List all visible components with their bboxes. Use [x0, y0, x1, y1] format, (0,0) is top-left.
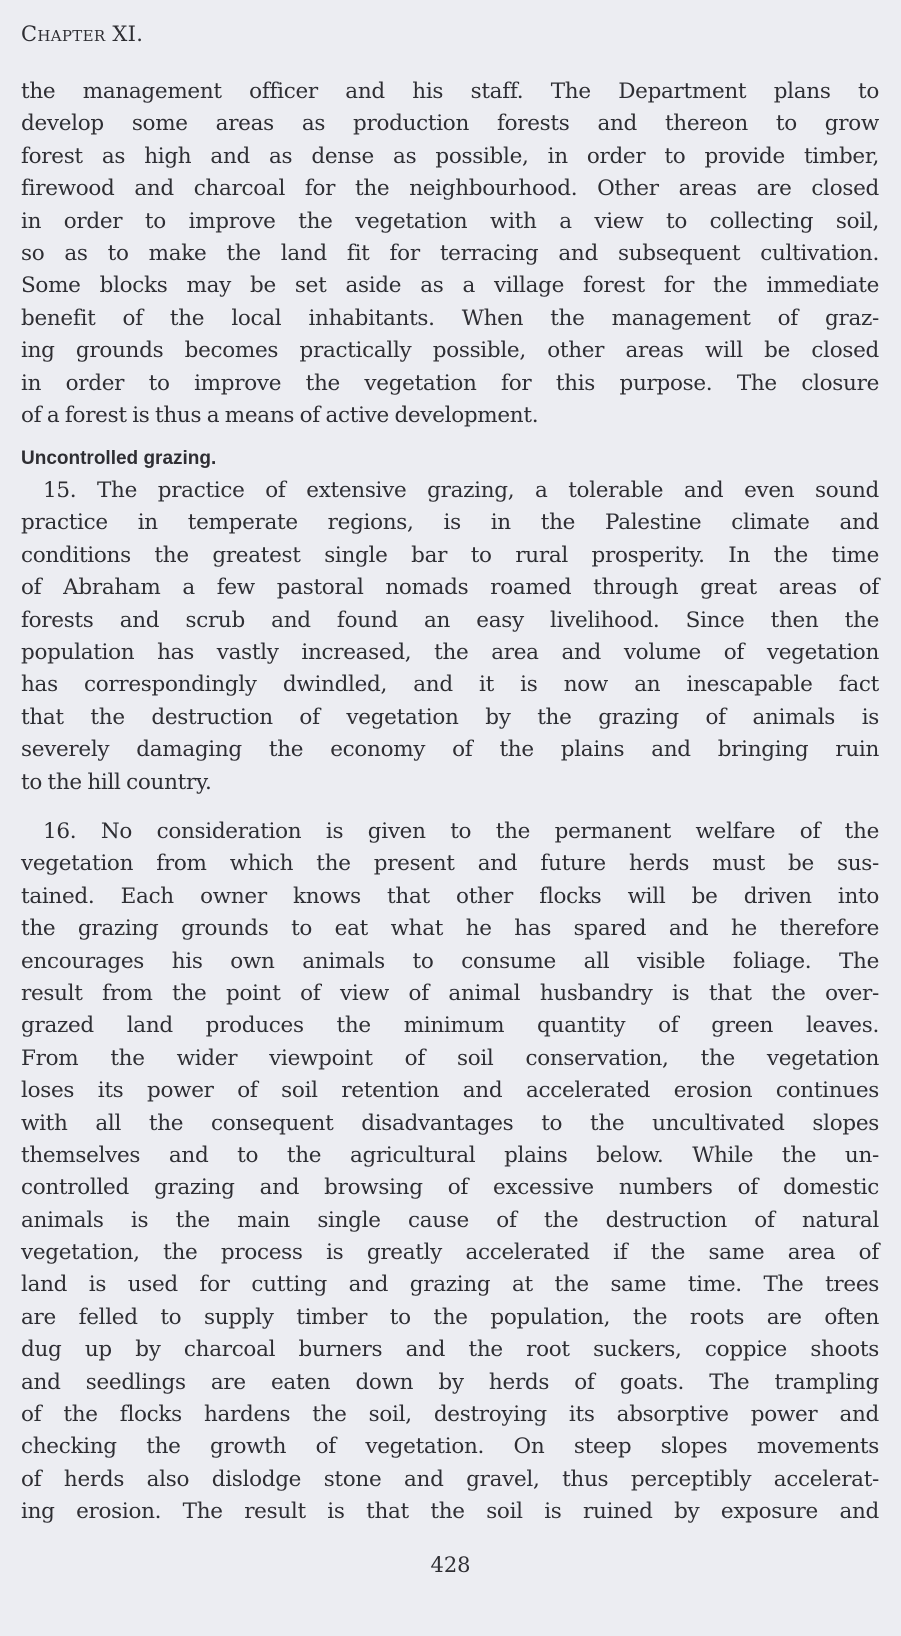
text-line: vegetation from which the present and future herds must be sus-: [21, 851, 879, 877]
text-line: with all the consequent disadvantages to the uncultivated slopes: [21, 1110, 879, 1136]
text-line: in order to improve the vegetation for this purpose. The closure: [21, 370, 879, 396]
text-line: to the hill country.: [21, 769, 212, 795]
text-line: of a forest is thus a means of active development.: [21, 402, 539, 428]
paragraph-16: [21, 816, 879, 1529]
text-line: has correspondingly dwindled, and it is now an inescapable fact: [21, 672, 879, 698]
text-line: animals is the main single cause of the destruction of natural: [21, 1207, 879, 1233]
text-line: firewood and charcoal for the neighbourhood. Other areas are closed: [21, 176, 879, 202]
text-line: dug up by charcoal burners and the root suckers, coppice shoots: [21, 1337, 879, 1363]
text-line: land is used for cutting and grazing at the same time. The trees: [21, 1272, 879, 1298]
text-line: From the wider viewpoint of soil conservation, the vegetation: [21, 1045, 879, 1071]
text-line: forests and scrub and found an easy livelihood. Since then the: [21, 607, 879, 633]
text-line: of herds also dislodge stone and gravel, thus perceptibly accelerat-: [21, 1466, 879, 1492]
section-heading: Uncontrolled grazing.: [21, 448, 217, 469]
text-line: 15. The practice of extensive grazing, a tolerable and even sound: [43, 478, 879, 503]
text-line: severely damaging the economy of the plains and bringing ruin: [21, 737, 879, 763]
text-line: grazed land produces the minimum quantity of green leaves.: [21, 1013, 879, 1039]
text-line: conditions the greatest single bar to rural prosperity. In the time: [21, 542, 879, 568]
text-line: of Abraham a few pastoral nomads roamed through great areas of: [21, 575, 879, 601]
paragraph-14-continued: [21, 76, 879, 432]
paragraph-15: [21, 475, 879, 799]
text-line: population has vastly increased, the area and volume of vegetation: [21, 639, 879, 665]
text-line: of the flocks hardens the soil, destroying its absorptive power and: [21, 1402, 879, 1428]
text-line: are felled to supply timber to the population, the roots are often: [21, 1304, 879, 1330]
text-line: 16. No consideration is given to the permanent welfare of the: [43, 819, 879, 844]
text-line: loses its power of soil retention and accelerated erosion continues: [21, 1078, 879, 1104]
text-line: develop some areas as production forests and thereon to grow: [21, 111, 879, 137]
text-line: controlled grazing and browsing of excessive numbers of domestic: [21, 1175, 879, 1201]
text-line: themselves and to the agricultural plains below. While the un-: [21, 1142, 879, 1168]
text-line: the grazing grounds to eat what he has spared and he therefore: [21, 916, 879, 942]
text-line: the management officer and his staff. The Department plans to: [21, 79, 879, 104]
text-line: ing grounds becomes practically possible, other areas will be closed: [21, 338, 879, 364]
text-line: that the destruction of vegetation by the grazing of animals is: [21, 704, 879, 730]
text-line: encourages his own animals to consume all visible foliage. The: [21, 948, 879, 974]
text-line: and seedlings are eaten down by herds of goats. The trampling: [21, 1369, 879, 1395]
text-line: benefit of the local inhabitants. When the management of graz-: [21, 305, 879, 331]
text-line: ing erosion. The result is that the soil is ruined by exposure and: [21, 1499, 879, 1525]
text-line: forest as high and as dense as possible, in order to provide timber,: [21, 143, 879, 169]
text-line: practice in temperate regions, is in the Palestine climate and: [21, 510, 879, 536]
text-line: result from the point of view of animal husbandry is that the over-: [21, 980, 879, 1006]
page-number: 428: [430, 1553, 471, 1577]
text-line: in order to improve the vegetation with a view to collecting soil,: [21, 208, 879, 234]
text-line: Some blocks may be set aside as a village forest for the immediate: [21, 273, 879, 299]
text-line: vegetation, the process is greatly accelerated if the same area of: [21, 1240, 879, 1266]
chapter-header: Chapter XI.: [21, 22, 144, 46]
text-line: checking the growth of vegetation. On steep slopes movements: [21, 1434, 879, 1460]
text-line: so as to make the land fit for terracing and subsequent cultivation.: [21, 240, 879, 266]
text-line: tained. Each owner knows that other flocks will be driven into: [21, 883, 879, 909]
